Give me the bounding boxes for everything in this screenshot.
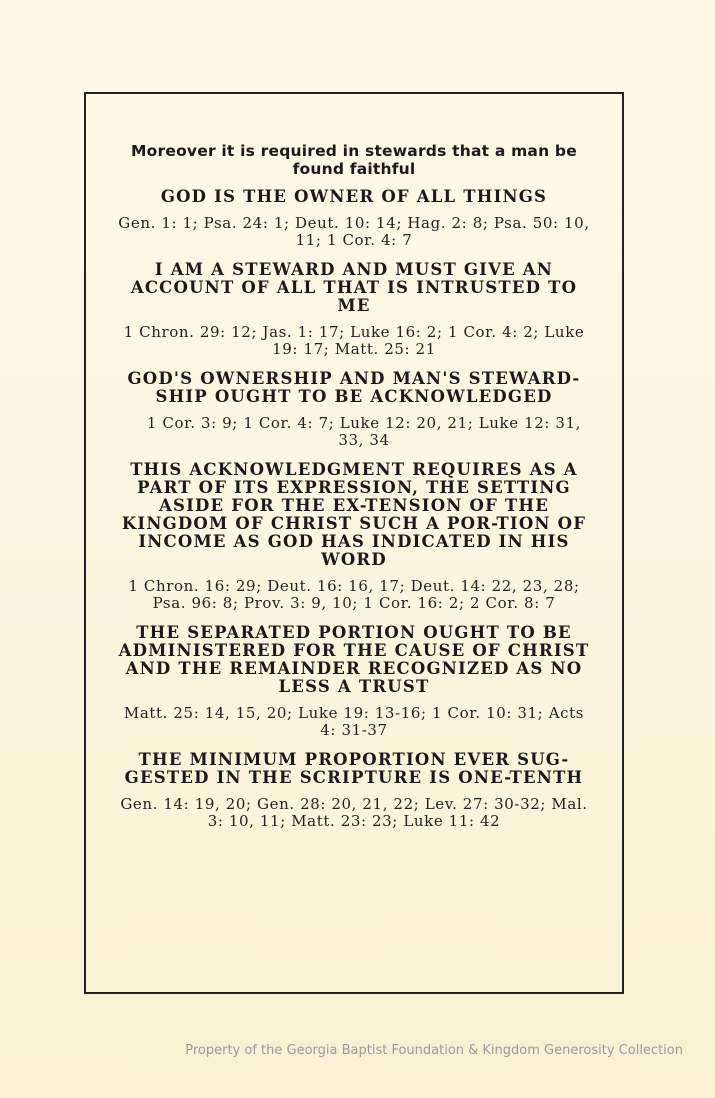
section-5 (118, 624, 590, 739)
scripture-references: 1 Chron. 16: 29; Deut. 16: 16, 17; Deut. 14: 22, 23, 28; Psa. 96: 8; Prov. 3: 9, 10; 1 Cor. 16: 2; 2 Cor. 8: 7 (128, 577, 580, 612)
section-heading: GOD IS THE OWNER OF ALL THINGS (160, 187, 548, 206)
scripture-references: 1 Cor. 3: 9; 1 Cor. 4: 7; Luke 12: 20, 21; Luke 12: 31, 33, 34 (146, 414, 582, 449)
section-2 (118, 261, 590, 358)
section-heading: I AM A STEWARD AND MUST GIVE AN ACCOUNT OF ALL THAT IS INTRUSTED TO ME (130, 260, 578, 315)
motto-text: Moreover it is required in stewards that a man be found faithful (131, 142, 577, 178)
collection-watermark: Property of the Georgia Baptist Foundation & Kingdom Generosity Collection (185, 1043, 683, 1058)
section-4 (118, 461, 590, 612)
scripture-references: Gen. 1: 1; Psa. 24: 1; Deut. 10: 14; Hag. 2: 8; Psa. 50: 10, 11; 1 Cor. 4: 7 (118, 214, 590, 249)
section-3 (118, 370, 590, 449)
section-heading: GOD'S OWNERSHIP AND MAN'S STEWARD-SHIP OUGHT TO BE ACKNOWLEDGED (127, 369, 581, 406)
section-1 (118, 188, 590, 249)
section-heading: THIS ACKNOWLEDGMENT REQUIRES AS A PART OF ITS EXPRESSION, THE SETTING ASIDE FOR THE EX-TENSION OF THE KINGDOM OF CHRIST SUCH A POR-TION OF INCOME AS GOD HAS INDICATED IN HIS WORD (121, 460, 587, 569)
section-heading: THE SEPARATED PORTION OUGHT TO BE ADMINISTERED FOR THE CAUSE OF CHRIST AND THE REMAINDER RECOGNIZED AS NO LESS A TRUST (118, 623, 590, 696)
scripture-references: 1 Chron. 29: 12; Jas. 1: 17; Luke 16: 2; 1 Cor. 4: 2; Luke 19: 17; Matt. 25: 21 (123, 323, 585, 358)
scripture-references: Matt. 25: 14, 15, 20; Luke 19: 13-16; 1 Cor. 10: 31; Acts 4: 31-37 (123, 704, 585, 739)
scripture-references: Gen. 14: 19, 20; Gen. 28: 20, 21, 22; Lev. 27: 30-32; Mal. 3: 10, 11; Matt. 23: 23; Luke 11: 42 (120, 795, 588, 830)
section-heading: THE MINIMUM PROPORTION EVER SUG-GESTED IN THE SCRIPTURE IS ONE-TENTH (124, 750, 584, 787)
document-body (118, 142, 590, 842)
section-6 (118, 751, 590, 830)
